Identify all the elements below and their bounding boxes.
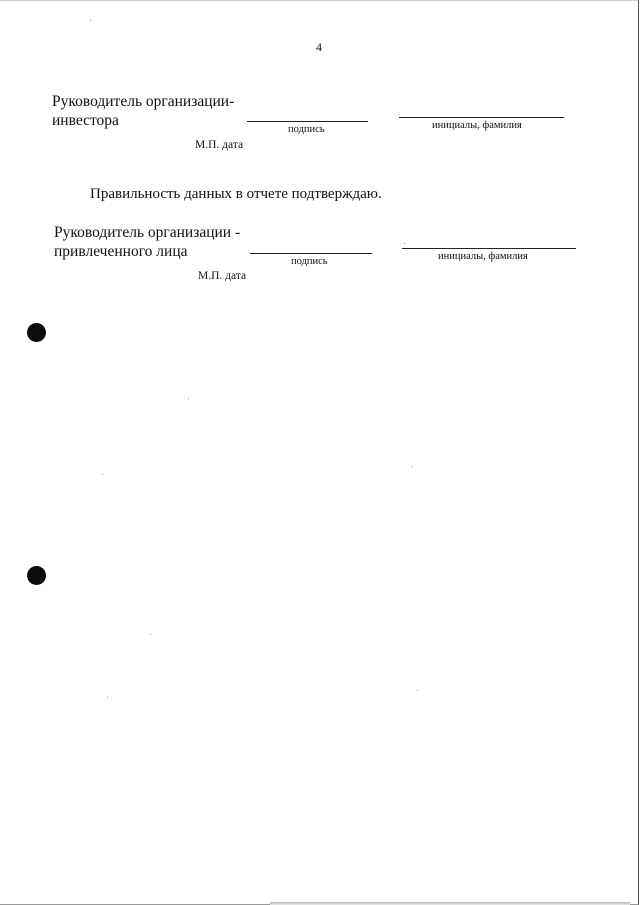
engaged-signature-caption: подпись xyxy=(291,256,328,267)
engaged-title-line1: Руководитель организации - xyxy=(54,224,241,241)
investor-name-caption: инициалы, фамилия xyxy=(432,120,522,131)
confirmation-statement: Правильность данных в отчете подтверждаю. xyxy=(90,186,382,202)
engaged-name-caption: инициалы, фамилия xyxy=(438,251,528,262)
scan-speck xyxy=(150,634,151,635)
scan-speck xyxy=(107,697,108,698)
scan-speck xyxy=(188,398,189,399)
engaged-stamp-date: М.П. дата xyxy=(198,270,247,282)
investor-signature-caption: подпись xyxy=(288,124,325,135)
investor-name-line xyxy=(399,117,564,118)
investor-title-line1: Руководитель организации- xyxy=(52,93,235,110)
scan-speck xyxy=(404,243,405,244)
investor-signature-line xyxy=(247,121,368,122)
scan-speck xyxy=(102,474,103,475)
scan-speck xyxy=(411,466,412,467)
engaged-title-line2: привлеченного лица xyxy=(54,243,188,260)
scan-speck xyxy=(417,690,418,691)
engaged-signature-line xyxy=(250,253,372,254)
investor-title-line2: инвестора xyxy=(52,112,119,129)
scan-speck xyxy=(90,20,91,21)
engaged-name-line xyxy=(402,248,576,249)
punch-hole-bottom xyxy=(27,566,46,585)
punch-hole-top xyxy=(27,323,46,342)
investor-stamp-date: М.П. дата xyxy=(195,139,244,151)
page-number: 4 xyxy=(316,40,322,54)
